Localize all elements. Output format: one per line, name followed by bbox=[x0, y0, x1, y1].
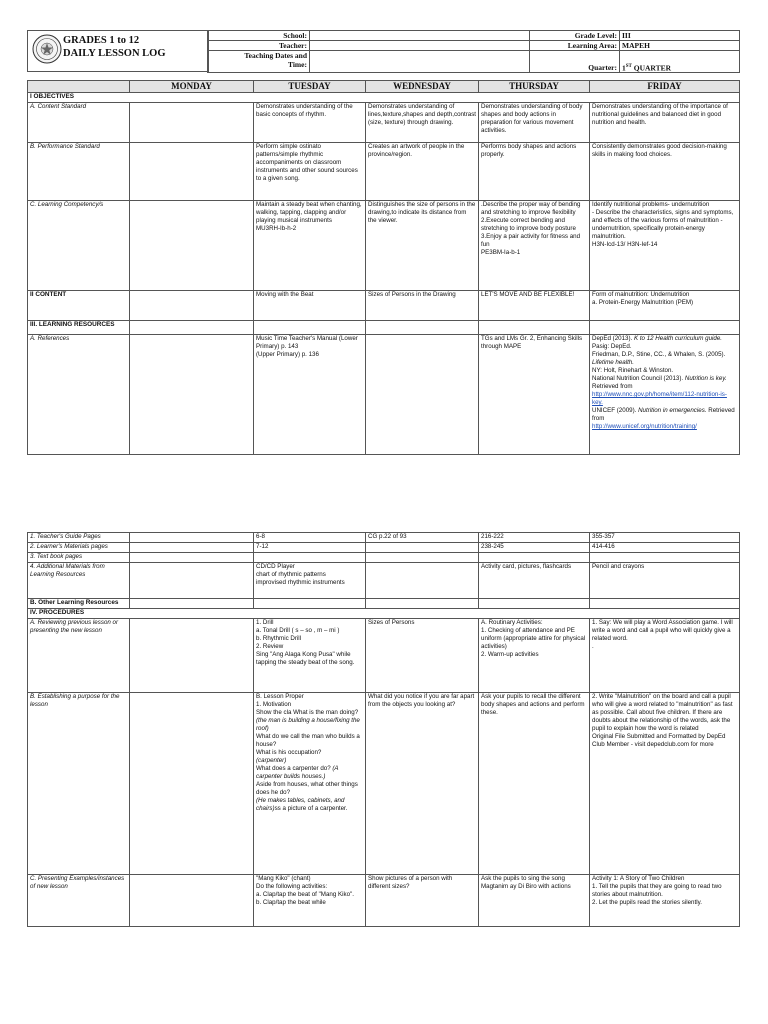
grades-title: GRADES 1 to 12 bbox=[63, 35, 140, 46]
row-iii-learning-resources bbox=[28, 321, 740, 335]
cell-friday: DepEd (2013). K to 12 Health curriculum guide. Pasig: DepEd. Friedman, D.P., Stine, CC., & Whalen, S. (2005). Lifetime health. NY: Holt, Rinehart & Winston. National Nutrition Council (2013). Nutrition is key. Retrieved from http://www.nnc.gov.ph/home/item/112-nutrition-is-key. UNICEF (2009). Nutrition in emergencies. Retrieved from http://www.unicef.org/nutrition/training/ bbox=[590, 335, 740, 455]
quarter-word: QUARTER bbox=[631, 63, 671, 72]
cell-tuesday: Maintain a steady beat when chanting, walking, tapping, clapping and/or playing musical instruments MU3RH-Ib-h-2 bbox=[254, 201, 366, 291]
row-a-content-standard bbox=[28, 103, 740, 143]
cell-tuesday bbox=[254, 553, 366, 563]
row-label: C. Presenting Examples/instances of new lesson bbox=[28, 875, 130, 927]
cell-monday bbox=[130, 533, 254, 543]
cell-monday bbox=[130, 619, 254, 693]
cell-thursday: A. Routinary Activities: 1. Checking of attendance and PE uniform (appropriate attire for physical activities) 2. Warm-up activities bbox=[479, 619, 590, 693]
row-iv-procedures bbox=[28, 609, 740, 619]
cell-thursday: 216-222 bbox=[479, 533, 590, 543]
cell-wednesday bbox=[366, 335, 479, 455]
cell-tuesday: Music Time Teacher's Manual (Lower Primary) p. 143 (Upper Primary) p. 136 bbox=[254, 335, 366, 455]
header-info-table bbox=[207, 30, 740, 73]
row-label: III. LEARNING RESOURCES bbox=[28, 321, 130, 335]
cell-thursday: LET'S MOVE AND BE FLEXIBLE! bbox=[479, 291, 590, 321]
cell-friday: Identify nutritional problems- undernutrition - Describe the characteristics, signs and symptoms, and effects of the various forms of malnutrition - undernutrition, specifically protein-energy malnutrition. H3N-Icd-13/ H3N-Ief-14 bbox=[590, 201, 740, 291]
cell-monday bbox=[130, 563, 254, 599]
cell-wednesday bbox=[366, 321, 479, 335]
cell-monday bbox=[130, 553, 254, 563]
deped-seal-icon bbox=[32, 34, 62, 64]
daily-lesson-log-title: DAILY LESSON LOG bbox=[63, 48, 166, 59]
cell-friday: 2. Write "Malnutrition" on the board and call a pupil who will give a word related to "malnutrition" as fast as possible. Call about five children. If there are doubts about the relationship of the words, ask the pupil to explain how the word is related Original File Submitted and Formatted by DepEd Club Member - visit depedclub.com for more bbox=[590, 693, 740, 875]
cell-wednesday: What did you notice if you are far apart from the objects you looking at? bbox=[366, 693, 479, 875]
cell-friday bbox=[590, 321, 740, 335]
row-label: A. Reviewing previous lesson or presenting the new lesson bbox=[28, 619, 130, 693]
teacher-field[interactable] bbox=[310, 41, 530, 51]
row-c-presenting-examples-instances-of-new-l bbox=[28, 875, 740, 927]
lesson-log-table-part1 bbox=[27, 80, 740, 455]
cell-thursday bbox=[479, 599, 590, 609]
cell-thursday: TGs and LMs Gr. 2, Enhancing Skills through MAPE bbox=[479, 335, 590, 455]
cell-tuesday bbox=[254, 321, 366, 335]
row-label: 3. Text book pages bbox=[28, 553, 130, 563]
day-header-friday: FRIDAY bbox=[590, 81, 740, 93]
part1-body bbox=[28, 93, 740, 455]
row-2-learner-s-materials-pages bbox=[28, 543, 740, 553]
cell-monday bbox=[130, 201, 254, 291]
row-c-learning-competency-s bbox=[28, 201, 740, 291]
day-header-wednesday: WEDNESDAY bbox=[366, 81, 479, 93]
cell-wednesday: Show pictures of a person with different sizes? bbox=[366, 875, 479, 927]
row-b-other-learning-resources bbox=[28, 599, 740, 609]
cell-friday: 355-357 bbox=[590, 533, 740, 543]
cell-monday bbox=[130, 321, 254, 335]
row-label: 4. Additional Materials from Learning Resources bbox=[28, 563, 130, 599]
grade-level-field[interactable]: III bbox=[620, 31, 740, 41]
row-label: B. Performance Standard bbox=[28, 143, 130, 201]
cell-monday bbox=[130, 291, 254, 321]
cell-tuesday: "Mang Kiko" (chant) Do the following activities: a. Clap/tap the beat of "Mang Kiko". b. Clap/tap the beat while bbox=[254, 875, 366, 927]
cell-wednesday: CG p.22 of 93 bbox=[366, 533, 479, 543]
cell-friday: 1. Say: We will play a Word Association game. I will write a word and call a pupil who will quickly give a related word. . bbox=[590, 619, 740, 693]
cell-tuesday: B. Lesson Proper 1. Motivation Show the cla What is the man doing? (the man is building a house/fixing the roof) What do we call the man who builds a house? What is his occupation? (carpenter) What does a carpenter do? (A carpenter builds houses.) Aside from houses, what other things does he do? (He makes tables, cabinets, and chairs)ss a picture of a carpenter. bbox=[254, 693, 366, 875]
school-label: School: bbox=[208, 31, 310, 41]
cell-friday: 414-416 bbox=[590, 543, 740, 553]
section-heading: IV. PROCEDURES bbox=[28, 609, 740, 619]
cell-wednesday: Distinguishes the size of persons in the drawing,to indicate its distance from the viewer. bbox=[366, 201, 479, 291]
day-header-thursday: THURSDAY bbox=[479, 81, 590, 93]
quarter-label: Quarter: bbox=[530, 51, 620, 73]
section-heading: I OBJECTIVES bbox=[28, 93, 740, 103]
cell-tuesday: Moving with the Beat bbox=[254, 291, 366, 321]
learning-area-label: Learning Area: bbox=[530, 41, 620, 51]
day-header-row bbox=[28, 81, 740, 93]
row-b-establishing-a-purpose-for-the-lesson bbox=[28, 693, 740, 875]
learning-area-field[interactable]: MAPEH bbox=[620, 41, 740, 51]
row-ii-content bbox=[28, 291, 740, 321]
cell-thursday: Performs body shapes and actions properly. bbox=[479, 143, 590, 201]
title-block bbox=[27, 30, 209, 72]
cell-monday bbox=[130, 875, 254, 927]
teacher-label: Teacher: bbox=[208, 41, 310, 51]
cell-wednesday bbox=[366, 599, 479, 609]
cell-wednesday bbox=[366, 553, 479, 563]
cell-thursday: Ask the pupils to sing the song Magtanim ay Di Biro with actions bbox=[479, 875, 590, 927]
cell-thursday bbox=[479, 321, 590, 335]
grade-level-label: Grade Level: bbox=[530, 31, 620, 41]
row-label: 2. Learner's Materials pages bbox=[28, 543, 130, 553]
row-label: II CONTENT bbox=[28, 291, 130, 321]
cell-friday: Consistently demonstrates good decision-making skills in making food choices. bbox=[590, 143, 740, 201]
cell-thursday: 238-245 bbox=[479, 543, 590, 553]
cell-wednesday: Sizes of Persons bbox=[366, 619, 479, 693]
quarter-field[interactable] bbox=[620, 51, 740, 73]
cell-friday: Demonstrates understanding of the importance of nutritional guidelines and balanced diet in good nutrition and health. bbox=[590, 103, 740, 143]
cell-wednesday bbox=[366, 563, 479, 599]
cell-wednesday: Sizes of Persons in the Drawing bbox=[366, 291, 479, 321]
cell-tuesday: Demonstrates understanding of the basic concepts of rhythm. bbox=[254, 103, 366, 143]
row-a-references bbox=[28, 335, 740, 455]
cell-tuesday: 6-8 bbox=[254, 533, 366, 543]
cell-thursday: Activity card, pictures, flashcards bbox=[479, 563, 590, 599]
cell-monday bbox=[130, 599, 254, 609]
cell-tuesday: 7-12 bbox=[254, 543, 366, 553]
cell-friday: Pencil and crayons bbox=[590, 563, 740, 599]
row-a-reviewing-previous-lesson-or-presentin bbox=[28, 619, 740, 693]
cell-monday bbox=[130, 103, 254, 143]
row-label: A. References bbox=[28, 335, 130, 455]
teaching-dates-label-line1: Teaching Dates and bbox=[244, 51, 307, 60]
cell-thursday: Ask your pupils to recall the different body shapes and actions and perform these. bbox=[479, 693, 590, 875]
quarter-suffix: ST bbox=[625, 63, 632, 69]
reference-link[interactable]: http://www.unicef.org/nutrition/training/ bbox=[592, 423, 697, 430]
school-field[interactable] bbox=[310, 31, 530, 41]
row-1-teacher-s-guide-pages bbox=[28, 533, 740, 543]
cell-wednesday: Creates an artwork of people in the province/region. bbox=[366, 143, 479, 201]
cell-friday: Activity 1: A Story of Two Children 1. Tell the pupils that they are going to read two stories about malnutrition. 2. Let the pupils read the stories silently. bbox=[590, 875, 740, 927]
lesson-log-table-part2 bbox=[27, 532, 740, 927]
row-3-text-book-pages bbox=[28, 553, 740, 563]
row-label: C. Learning Competency/s bbox=[28, 201, 130, 291]
cell-friday: Form of malnutrition: Undernutrition a. Protein-Energy Malnutrition (PEM) bbox=[590, 291, 740, 321]
cell-tuesday bbox=[254, 599, 366, 609]
row-label: A. Content Standard bbox=[28, 103, 130, 143]
day-header-monday: MONDAY bbox=[130, 81, 254, 93]
cell-friday bbox=[590, 599, 740, 609]
teaching-dates-label-line2: Time: bbox=[287, 60, 307, 69]
teaching-dates-label bbox=[208, 51, 310, 73]
cell-thursday: Demonstrates understanding of body shapes and body actions in preparation for various movement activities. bbox=[479, 103, 590, 143]
corner-cell bbox=[28, 81, 130, 93]
row-i-objectives bbox=[28, 93, 740, 103]
row-4-additional-materials-from-learning-res bbox=[28, 563, 740, 599]
cell-wednesday: Demonstrates understanding of lines,texture,shapes and depth,contrast (size, texture) through drawing. bbox=[366, 103, 479, 143]
cell-monday bbox=[130, 143, 254, 201]
cell-monday bbox=[130, 693, 254, 875]
cell-thursday: .Describe the proper way of bending and stretching to improve flexibility 2.Execute correct bending and stretching to improve body posture 3.Enjoy a pair activity for fitness and fun PE3BM-Ia-b-1 bbox=[479, 201, 590, 291]
cell-monday bbox=[130, 335, 254, 455]
quarter-number: 1 bbox=[622, 63, 626, 72]
cell-thursday bbox=[479, 553, 590, 563]
part2-body bbox=[28, 533, 740, 927]
cell-monday bbox=[130, 543, 254, 553]
cell-friday bbox=[590, 553, 740, 563]
row-label: B. Establishing a purpose for the lesson bbox=[28, 693, 130, 875]
day-header-tuesday: TUESDAY bbox=[254, 81, 366, 93]
row-b-performance-standard bbox=[28, 143, 740, 201]
cell-tuesday: 1. Drill a. Tonal Drill ( s – so , m – mi ) b. Rhythmic Drill 2. Review Sing "Ang Alaga Kong Pusa" while tapping the steady beat of the song. bbox=[254, 619, 366, 693]
cell-tuesday: CD/CD Player chart of rhythmic patterns improvised rhythmic instruments bbox=[254, 563, 366, 599]
row-label: 1. Teacher's Guide Pages bbox=[28, 533, 130, 543]
teaching-dates-field[interactable] bbox=[310, 51, 530, 73]
cell-wednesday bbox=[366, 543, 479, 553]
row-label: B. Other Learning Resources bbox=[28, 599, 130, 609]
reference-link[interactable]: http://www.nnc.gov.ph/home/item/112-nutrition-is-key. bbox=[592, 391, 727, 406]
cell-tuesday: Perform simple ostinato patterns/simple rhythmic accompaniments on classroom instruments and other sound sources to a given song. bbox=[254, 143, 366, 201]
